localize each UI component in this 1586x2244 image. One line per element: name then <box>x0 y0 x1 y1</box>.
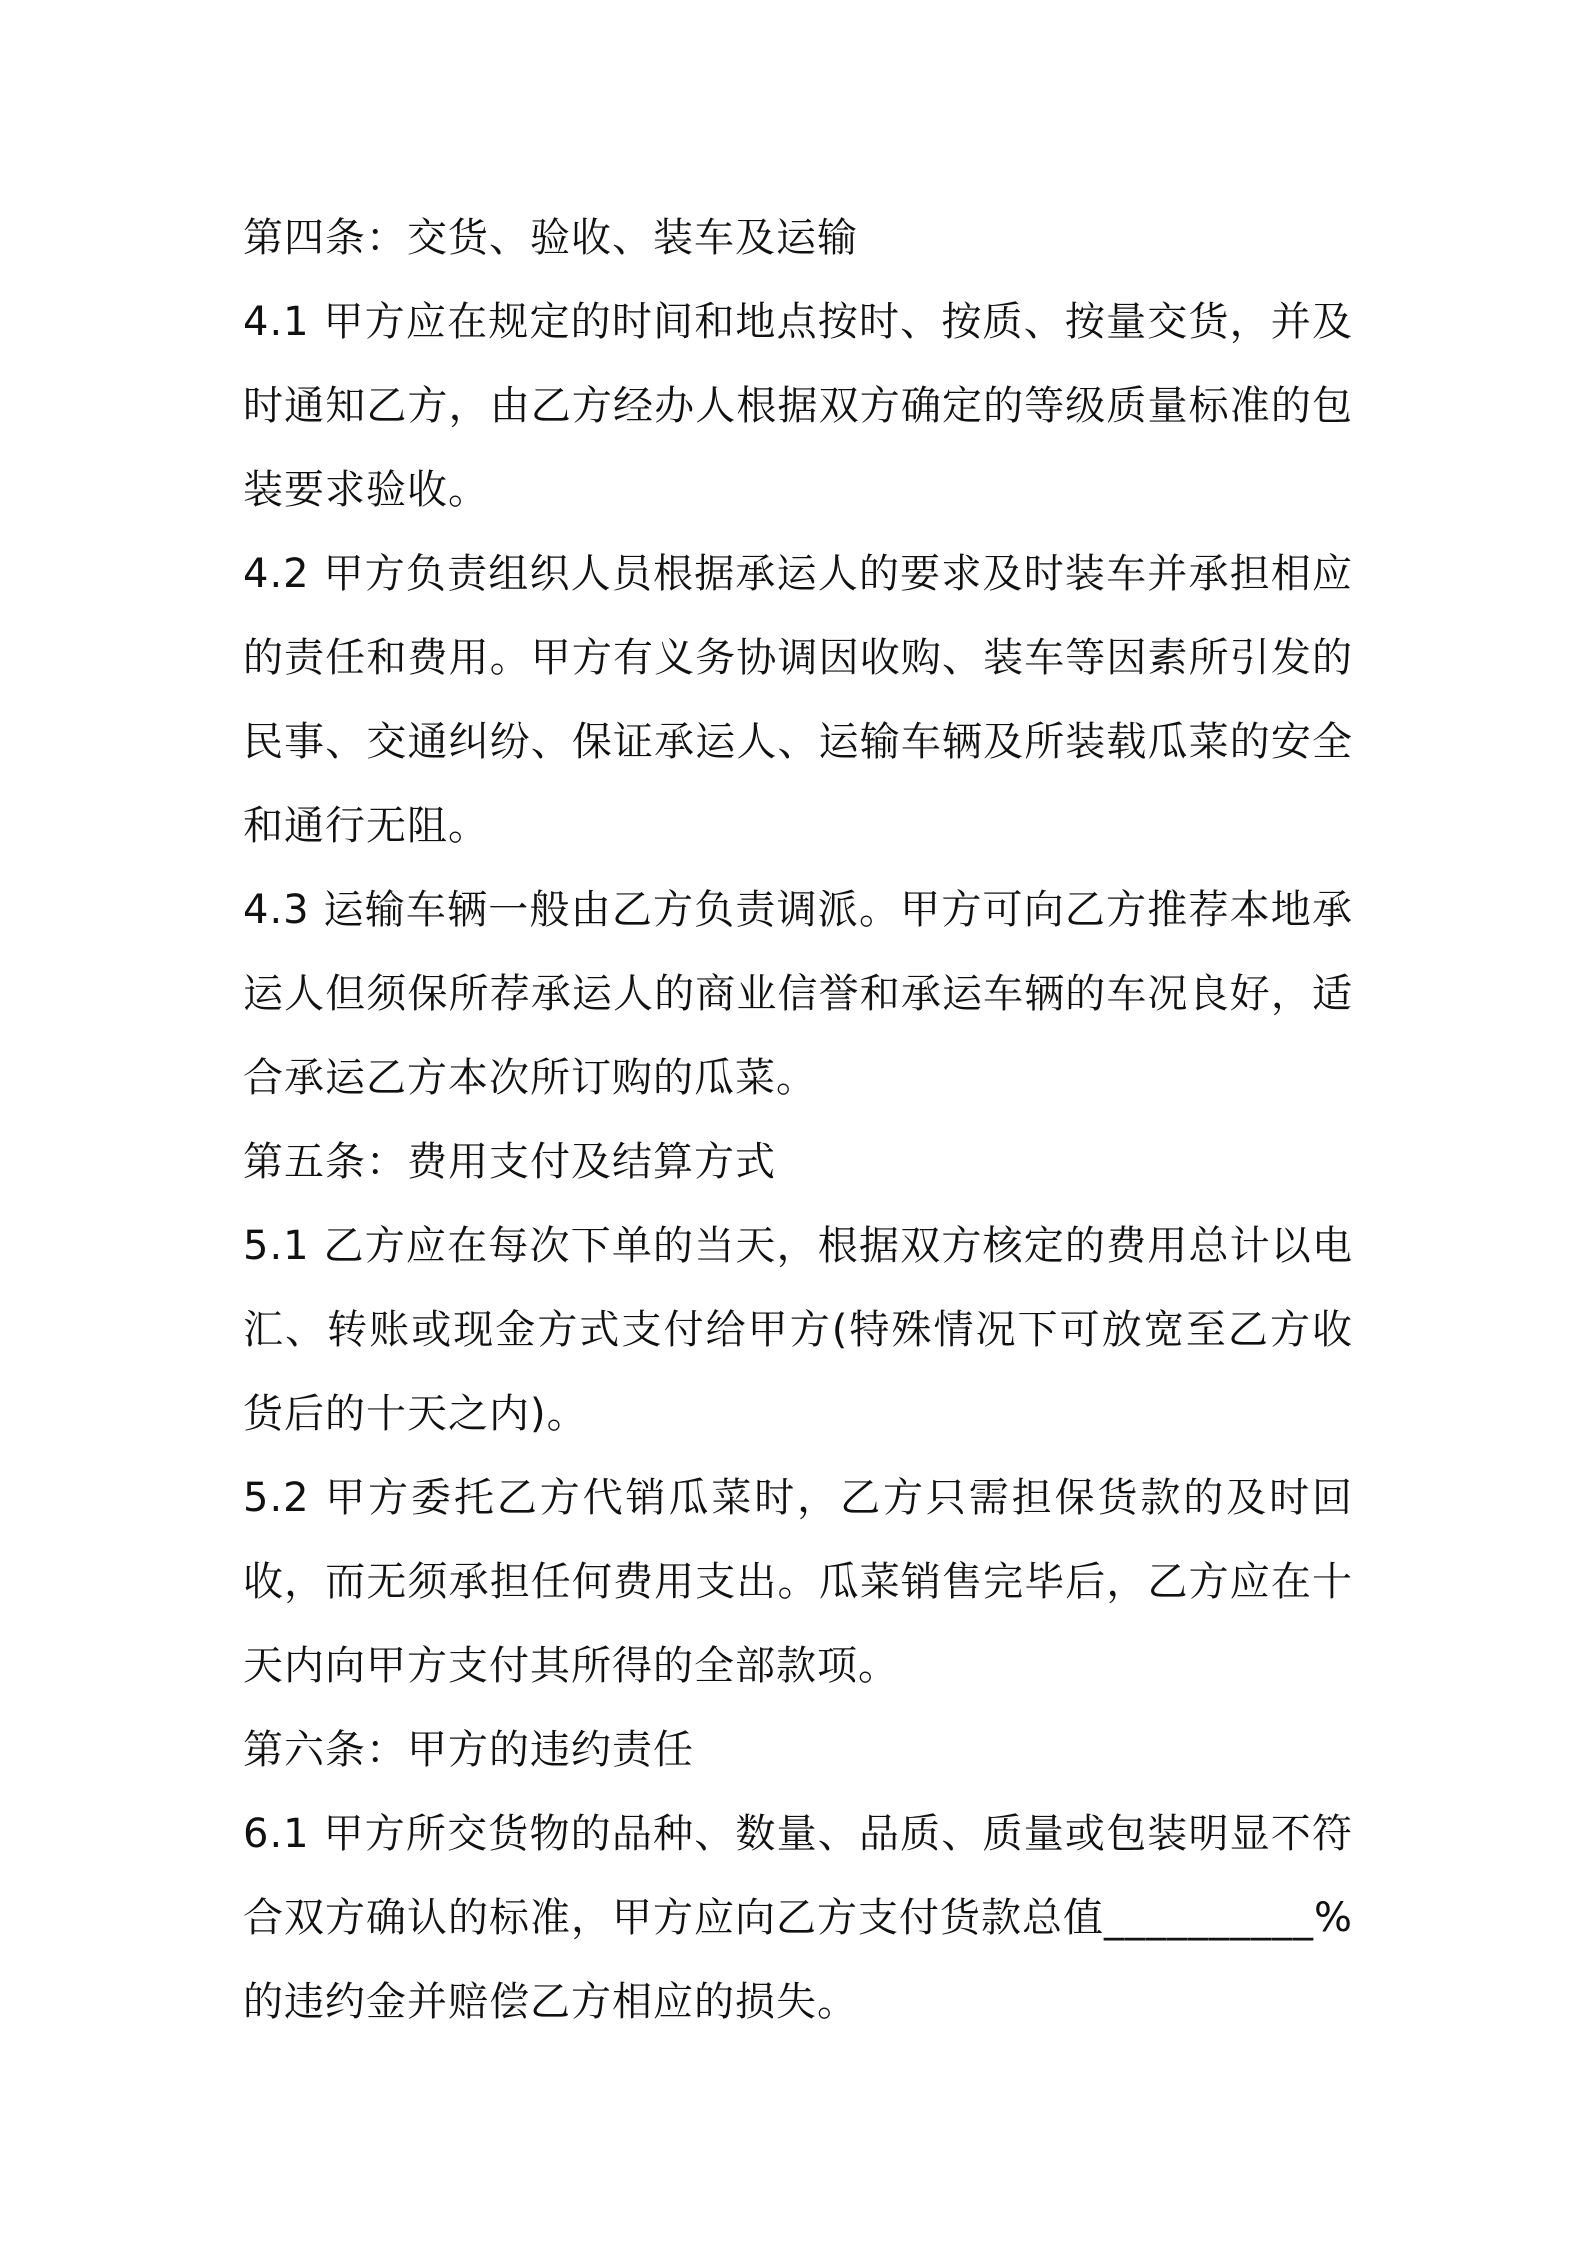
article-4-heading: 第四条：交货、验收、装车及运输 <box>243 215 858 261</box>
clause-6-1: 6.1 甲方所交货物的品种、数量、品质、质量或包装明显不符合双方确认的标准，甲方应向乙方支付货款总值__________%的违约金并赔偿乙方相应的损失。 <box>243 1811 1354 2025</box>
clause-4-3: 4.3 运输车辆一般由乙方负责调派。甲方可向乙方推荐本地承运人但须保所荐承运人的商业信誉和承运车辆的车况良好，适合承运乙方本次所订购的瓜菜。 <box>243 887 1353 1101</box>
clause-4-2: 4.2 甲方负责组织人员根据承运人的要求及时装车并承担相应的责任和费用。甲方有义务协调因收购、装车等因素所引发的民事、交通纠纷、保证承运人、运输车辆及所装载瓜菜的安全和通行无阻。 <box>243 551 1353 849</box>
document-body <box>243 196 1353 2044</box>
clause-5-2: 5.2 甲方委托乙方代销瓜菜时，乙方只需担保货款的及时回收，而无须承担任何费用支出。瓜菜销售完毕后，乙方应在十天内向甲方支付其所得的全部款项。 <box>243 1475 1353 1689</box>
article-6-heading: 第六条：甲方的违约责任 <box>243 1727 694 1773</box>
clause-4-1: 4.1 甲方应在规定的时间和地点按时、按质、按量交货，并及时通知乙方，由乙方经办人根据双方确定的等级质量标准的包装要求验收。 <box>243 299 1353 513</box>
article-5-heading: 第五条：费用支付及结算方式 <box>243 1139 776 1185</box>
clause-5-1: 5.1 乙方应在每次下单的当天，根据双方核定的费用总计以电汇、转账或现金方式支付给甲方(特殊情况下可放宽至乙方收货后的十天之内)。 <box>243 1223 1353 1437</box>
